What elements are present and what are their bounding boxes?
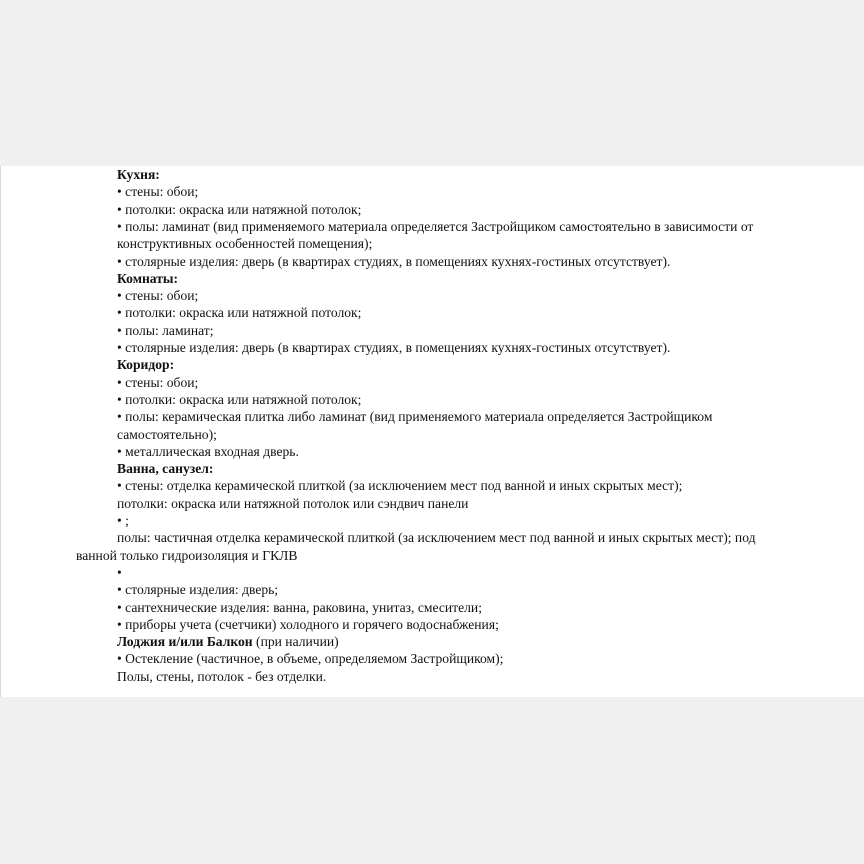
corridor-floors-line-2: самостоятельно);: [117, 426, 217, 442]
kitchen-joinery: • столярные изделия: дверь (в квартирах студиях, в помещениях кухнях-гостиных отсутствует).: [117, 253, 671, 269]
bathroom-floors-line-2: ванной только гидроизоляция и ГКЛВ: [76, 547, 298, 563]
section-title-kitchen: Кухня:: [117, 167, 160, 182]
section-title-bathroom: Ванна, санузел:: [117, 461, 214, 477]
section-title-corridor: Коридор:: [117, 357, 175, 373]
corridor-door: • металлическая входная дверь.: [117, 443, 299, 459]
loggia-glazing: • Остекление (частичное, в объеме, определяемом Застройщиком);: [117, 651, 504, 667]
bathroom-empty-bullet-2: •: [117, 564, 122, 580]
loggia-finish: Полы, стены, потолок - без отделки.: [117, 668, 327, 684]
bathroom-plumbing: • сантехнические изделия: ванна, раковина, унитаз, смесители;: [117, 599, 482, 615]
corridor-walls: • стены: обои;: [117, 374, 199, 390]
bathroom-walls: • стены: отделка керамической плиткой (за исключением мест под ванной и иных скрытых мест);: [117, 478, 683, 494]
section-title-loggia-note: (при наличии): [252, 634, 339, 650]
rooms-floors: • полы: ламинат;: [117, 322, 214, 338]
kitchen-floors-line-1: • полы: ламинат (вид применяемого материала определяется Застройщиком самостоятельно в зависимости от: [117, 218, 754, 234]
bathroom-ceilings: потолки: окраска или натяжной потолок или сэндвич панели: [117, 495, 469, 511]
bathroom-joinery: • столярные изделия: дверь;: [117, 582, 279, 598]
kitchen-ceilings: • потолки: окраска или натяжной потолок;: [117, 201, 362, 217]
section-title-rooms: Комнаты:: [117, 270, 179, 286]
bathroom-empty-bullet-1: • ;: [117, 513, 129, 528]
kitchen-floors-line-2: конструктивных особенностей помещения);: [117, 236, 373, 252]
corridor-ceilings: • потолки: окраска или натяжной потолок;: [117, 391, 362, 407]
rooms-joinery: • столярные изделия: дверь (в квартирах студиях, в помещениях кухнях-гостиных отсутствует).: [117, 340, 671, 355]
rooms-walls: • стены: обои;: [117, 288, 199, 304]
bathroom-meters: • приборы учета (счетчики) холодного и горячего водоснабжения;: [117, 616, 499, 632]
document-page: [0, 166, 864, 697]
section-title-loggia-bold: Лоджия и/или Балкон: [117, 634, 253, 650]
bathroom-floors-line-1: полы: частичная отделка керамической плиткой (за исключением мест под ванной и иных скрытых мест); под: [117, 530, 756, 546]
section-title-loggia: [117, 633, 339, 650]
kitchen-walls: • стены: обои;: [117, 184, 199, 200]
rooms-ceilings: • потолки: окраска или натяжной потолок;: [117, 305, 362, 321]
corridor-floors-line-1: • полы: керамическая плитка либо ламинат (вид применяемого материала определяется Застройщиком: [117, 409, 713, 425]
